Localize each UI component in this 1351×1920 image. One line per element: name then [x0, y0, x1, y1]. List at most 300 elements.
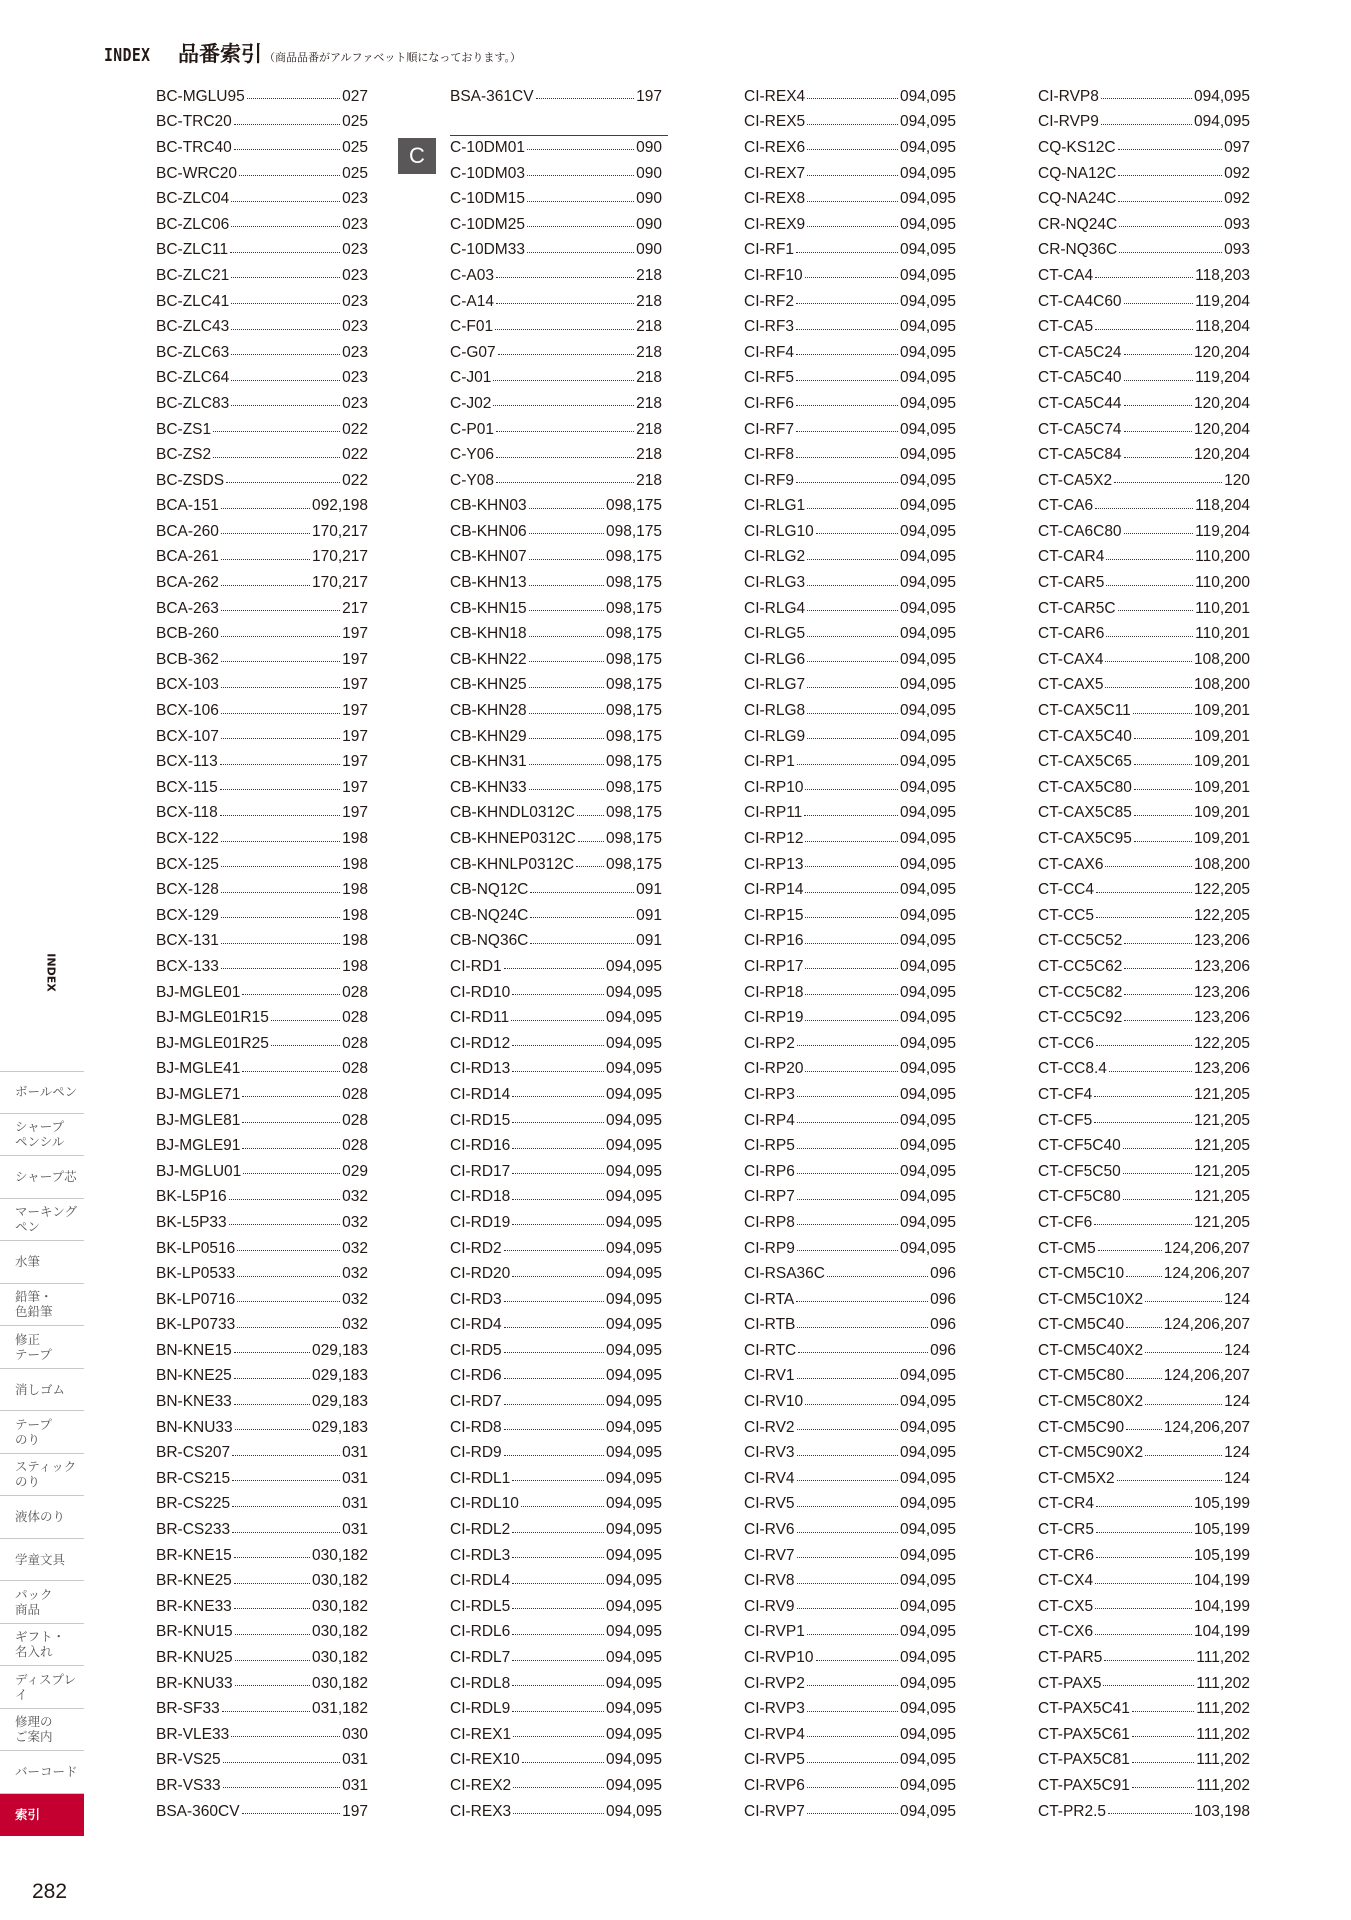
index-spacer — [450, 110, 662, 136]
index-entry — [744, 954, 956, 980]
leader-dots — [796, 457, 898, 458]
page-reference: 094,095 — [899, 1137, 956, 1155]
product-code: BCB-362 — [156, 650, 219, 668]
index-entry — [744, 238, 956, 264]
page-reference: 094,095 — [605, 1213, 662, 1231]
product-code: CT-PAX5C91 — [1038, 1776, 1130, 1794]
index-entry — [450, 161, 662, 187]
product-code: CR-NQ36C — [1038, 241, 1118, 259]
category-tab[interactable]: 水筆 — [0, 1241, 84, 1284]
product-code: CI-RV2 — [744, 1418, 795, 1436]
page-reference: 031 — [342, 1776, 368, 1794]
product-code: BR-CS207 — [156, 1444, 231, 1462]
product-code: CI-RVP8 — [1038, 87, 1099, 105]
leader-dots — [1095, 508, 1193, 509]
product-code: CT-CA6 — [1038, 497, 1094, 515]
leader-dots — [1124, 1020, 1192, 1021]
index-entry — [1038, 1031, 1250, 1057]
leader-dots — [529, 636, 604, 637]
leader-dots — [807, 508, 898, 509]
leader-dots — [796, 405, 898, 406]
page-reference: 023 — [342, 190, 368, 208]
index-entry — [156, 1389, 368, 1415]
index-entry — [1038, 954, 1250, 980]
leader-dots — [521, 1506, 604, 1507]
category-tab[interactable]: 索引 — [0, 1794, 84, 1837]
product-code: BCX-113 — [156, 753, 218, 771]
leader-dots — [797, 1480, 898, 1481]
product-code: CI-RP10 — [744, 778, 804, 796]
page-reference: 029,183 — [311, 1367, 368, 1385]
product-code: CT-CAX5 — [1038, 676, 1104, 694]
index-entry — [1038, 366, 1250, 392]
index-entry — [156, 1543, 368, 1569]
leader-dots — [221, 559, 310, 560]
product-code: BN-KNE25 — [156, 1367, 232, 1385]
index-entry — [1038, 724, 1250, 750]
page-reference: 029 — [342, 1162, 368, 1180]
page-reference: 094,095 — [1193, 87, 1250, 105]
product-code: CI-RP1 — [744, 753, 795, 771]
page-reference: 094,095 — [605, 1802, 662, 1820]
index-entry — [1038, 877, 1250, 903]
product-code: CB-KHNDL0312C — [450, 804, 575, 822]
leader-dots — [1118, 175, 1222, 176]
index-entry — [450, 1594, 662, 1620]
leader-dots — [231, 329, 340, 330]
leader-dots — [529, 789, 604, 790]
index-entry — [744, 545, 956, 571]
category-tab[interactable]: 修理の ご案内 — [0, 1709, 84, 1752]
leader-dots — [512, 1148, 604, 1149]
page-reference: 030 — [342, 1725, 368, 1743]
index-entry — [156, 698, 368, 724]
product-code: CT-CAR5C — [1038, 599, 1116, 617]
index-entry — [156, 724, 368, 750]
product-code: CT-CX6 — [1038, 1623, 1094, 1641]
category-tab[interactable]: 修正 テープ — [0, 1326, 84, 1369]
product-code: BCB-260 — [156, 625, 219, 643]
page-reference: 094,095 — [899, 420, 956, 438]
page-reference: 197 — [342, 753, 368, 771]
product-code: CI-RVP4 — [744, 1725, 805, 1743]
leader-dots — [232, 1532, 340, 1533]
leader-dots — [512, 1199, 604, 1200]
leader-dots — [1106, 585, 1193, 586]
index-entry — [1038, 1185, 1250, 1211]
index-entry — [1038, 1440, 1250, 1466]
page-reference: 022 — [342, 446, 368, 464]
page-reference: 028 — [342, 1085, 368, 1103]
index-entry — [744, 212, 956, 238]
index-entry — [1038, 673, 1250, 699]
leader-dots — [1134, 764, 1192, 765]
index-entry — [450, 1620, 662, 1646]
category-tab[interactable]: ギフト・ 名入れ — [0, 1624, 84, 1667]
product-code: CI-RD11 — [450, 1009, 510, 1027]
product-code: BJ-MGLE91 — [156, 1137, 241, 1155]
leader-dots — [1124, 457, 1192, 458]
page-reference: 094,095 — [899, 906, 956, 924]
leader-dots — [1094, 1224, 1192, 1225]
product-code: BCA-262 — [156, 574, 219, 592]
page-reference: 124 — [1224, 1341, 1250, 1359]
page-reference: 094,095 — [605, 1162, 662, 1180]
leader-dots — [1134, 841, 1192, 842]
leader-dots — [213, 457, 340, 458]
leader-dots — [1096, 1557, 1192, 1558]
product-code: BJ-MGLE01 — [156, 983, 241, 1001]
index-entry — [1038, 1645, 1250, 1671]
product-code: CI-REX3 — [450, 1802, 512, 1820]
page-reference: 104,199 — [1193, 1597, 1250, 1615]
leader-dots — [512, 1480, 604, 1481]
product-code: CT-CM5C40 — [1038, 1316, 1125, 1334]
leader-dots — [221, 508, 310, 509]
leader-dots — [797, 1583, 898, 1584]
product-code: CI-RLG5 — [744, 625, 806, 643]
product-code: CT-CM5C90 — [1038, 1418, 1125, 1436]
leader-dots — [512, 1276, 604, 1277]
leader-dots — [796, 380, 898, 381]
leader-dots — [242, 1071, 340, 1072]
leader-dots — [226, 482, 340, 483]
page-reference: 094,095 — [605, 1700, 662, 1718]
product-code: CI-RDL4 — [450, 1572, 511, 1590]
product-code: CI-RP9 — [744, 1239, 795, 1257]
page-reference: 119,204 — [1195, 522, 1250, 540]
page-reference: 109,201 — [1193, 727, 1250, 745]
index-entry — [1038, 1568, 1250, 1594]
category-tab[interactable]: ボールペン — [0, 1071, 84, 1114]
page-reference: 031 — [342, 1444, 368, 1462]
index-entry — [1038, 1799, 1250, 1825]
product-code: BC-MGLU95 — [156, 87, 245, 105]
page-reference: 094,095 — [899, 599, 956, 617]
product-code: BC-ZS2 — [156, 446, 212, 464]
index-entry — [744, 1568, 956, 1594]
leader-dots — [512, 1071, 604, 1072]
index-entry — [1038, 314, 1250, 340]
product-code: BC-ZLC21 — [156, 266, 230, 284]
product-code: BC-ZLC63 — [156, 343, 230, 361]
product-code: CT-CM5C10 — [1038, 1265, 1125, 1283]
leader-dots — [221, 968, 340, 969]
page-reference: 029,183 — [311, 1341, 368, 1359]
index-entry — [744, 1620, 956, 1646]
index-entry — [744, 1748, 956, 1774]
product-code: CT-PAX5C81 — [1038, 1751, 1130, 1769]
page-reference: 111,202 — [1196, 1776, 1250, 1794]
side-index-label: INDEX — [44, 953, 58, 992]
product-code: CT-CR5 — [1038, 1521, 1094, 1539]
page-reference: 218 — [636, 420, 662, 438]
page-reference: 170,217 — [311, 574, 368, 592]
page-reference: 029,183 — [311, 1393, 368, 1411]
leader-dots — [1096, 1045, 1192, 1046]
page-reference: 198 — [342, 881, 368, 899]
index-entry — [156, 340, 368, 366]
product-code: BCX-106 — [156, 702, 219, 720]
index-entry — [1038, 238, 1250, 264]
index-entry — [156, 442, 368, 468]
page-reference: 119,204 — [1195, 292, 1250, 310]
index-entry — [1038, 775, 1250, 801]
leader-dots — [232, 1455, 340, 1456]
leader-dots — [242, 1148, 340, 1149]
index-entry — [744, 1031, 956, 1057]
leader-dots — [1094, 1096, 1192, 1097]
product-code: CI-RP18 — [744, 983, 804, 1001]
product-code: CT-CX4 — [1038, 1572, 1094, 1590]
category-tab[interactable]: パック 商品 — [0, 1581, 84, 1624]
leader-dots — [1096, 892, 1192, 893]
product-code: C-A03 — [450, 266, 494, 284]
product-code: CT-CA5C44 — [1038, 394, 1122, 412]
index-entry — [450, 1210, 662, 1236]
page-reference: 094,095 — [1193, 113, 1250, 131]
page-reference: 031 — [342, 1521, 368, 1539]
leader-dots — [807, 585, 898, 586]
page-reference: 094,095 — [899, 1674, 956, 1692]
index-entry — [1038, 1492, 1250, 1518]
leader-dots — [1124, 431, 1192, 432]
product-code: CB-KHNEP0312C — [450, 830, 576, 848]
index-entry — [156, 929, 368, 955]
index-entry — [450, 826, 662, 852]
page-reference: 030,182 — [311, 1572, 368, 1590]
index-entry — [156, 1440, 368, 1466]
page-reference: 094,095 — [899, 1367, 956, 1385]
leader-dots — [1104, 1660, 1194, 1661]
product-code: CT-CM5C80 — [1038, 1367, 1125, 1385]
product-code: CI-RTA — [744, 1290, 795, 1308]
leader-dots — [221, 636, 340, 637]
index-entry — [744, 1133, 956, 1159]
leader-dots — [231, 405, 340, 406]
index-entry — [156, 289, 368, 315]
leader-dots — [807, 175, 898, 176]
page-reference: 124 — [1224, 1444, 1250, 1462]
index-entry — [1038, 1057, 1250, 1083]
page-reference: 094,095 — [899, 471, 956, 489]
product-code: CT-CAX5C11 — [1038, 702, 1131, 720]
leader-dots — [796, 329, 898, 330]
index-entry — [1038, 903, 1250, 929]
product-code: CT-CAX5C85 — [1038, 804, 1132, 822]
page-reference: 120 — [1224, 471, 1250, 489]
leader-dots — [234, 1378, 310, 1379]
page-reference: 110,200 — [1195, 548, 1250, 566]
category-tab[interactable]: シャープ芯 — [0, 1156, 84, 1199]
page-reference: 093 — [1224, 241, 1250, 259]
product-code: CI-RF7 — [744, 420, 794, 438]
product-code: CI-RDL1 — [450, 1469, 511, 1487]
index-entry — [744, 1261, 956, 1287]
index-entry — [1038, 545, 1250, 571]
page-reference: 031 — [342, 1495, 368, 1513]
index-entry — [156, 545, 368, 571]
index-entry — [156, 186, 368, 212]
leader-dots — [807, 149, 898, 150]
page-reference: 094,095 — [899, 625, 956, 643]
leader-dots — [512, 1173, 604, 1174]
leader-dots — [232, 1480, 340, 1481]
page-reference: 094,095 — [899, 1239, 956, 1257]
leader-dots — [504, 1378, 604, 1379]
index-entry — [1038, 1313, 1250, 1339]
product-code: CQ-NA24C — [1038, 190, 1117, 208]
page-reference: 094,095 — [899, 932, 956, 950]
index-entry — [744, 417, 956, 443]
product-code: CI-RP20 — [744, 1060, 804, 1078]
category-tab[interactable]: スティック のり — [0, 1454, 84, 1497]
index-entry — [450, 1517, 662, 1543]
leader-dots — [807, 713, 898, 714]
index-entry — [450, 929, 662, 955]
page-reference: 124 — [1224, 1290, 1250, 1308]
category-tab[interactable]: バーコード — [0, 1751, 84, 1794]
index-entry — [744, 1696, 956, 1722]
page-reference: 124,206,207 — [1163, 1239, 1250, 1257]
product-code: CT-CA4 — [1038, 266, 1094, 284]
category-tab[interactable]: テープ のり — [0, 1411, 84, 1454]
product-code: CI-RP6 — [744, 1162, 795, 1180]
page-reference: 094,095 — [899, 650, 956, 668]
page-reference: 093 — [1224, 215, 1250, 233]
page-reference: 103,198 — [1193, 1802, 1250, 1820]
leader-dots — [1098, 1250, 1162, 1251]
page-reference: 094,095 — [899, 138, 956, 156]
page-reference: 094,095 — [899, 1495, 956, 1513]
leader-dots — [797, 1173, 898, 1174]
product-code: BSA-361CV — [450, 87, 534, 105]
product-code: CI-RDL9 — [450, 1700, 511, 1718]
product-code: CI-RLG9 — [744, 727, 806, 745]
page-reference: 197 — [342, 702, 368, 720]
page-reference: 094,095 — [899, 343, 956, 361]
page-reference: 094,095 — [605, 957, 662, 975]
index-entry — [156, 1210, 368, 1236]
leader-dots — [271, 1020, 340, 1021]
leader-dots — [1109, 1071, 1192, 1072]
product-code: BR-CS215 — [156, 1469, 231, 1487]
index-entry — [744, 1492, 956, 1518]
leader-dots — [796, 431, 898, 432]
index-entry — [744, 519, 956, 545]
page-reference: 105,199 — [1193, 1521, 1250, 1539]
leader-dots — [221, 661, 340, 662]
leader-dots — [234, 1404, 310, 1405]
page-reference: 094,095 — [899, 522, 956, 540]
index-entry — [156, 1159, 368, 1185]
index-entry — [156, 1082, 368, 1108]
product-code: CT-CC5C92 — [1038, 1009, 1123, 1027]
index-entry — [744, 442, 956, 468]
leader-dots — [577, 815, 604, 816]
product-code: BR-KNU15 — [156, 1623, 233, 1641]
leader-dots — [1124, 354, 1192, 355]
page-header — [104, 38, 521, 64]
category-tab[interactable]: 消しゴム — [0, 1369, 84, 1412]
leader-dots — [229, 1224, 340, 1225]
product-code: CI-RD13 — [450, 1060, 511, 1078]
product-code: BK-LP0516 — [156, 1239, 236, 1257]
category-tabs — [0, 1071, 84, 1836]
leader-dots — [237, 1327, 340, 1328]
page-reference: 028 — [342, 1111, 368, 1129]
index-entry — [156, 494, 368, 520]
index-entry — [744, 596, 956, 622]
section-letter-badge: C — [398, 138, 436, 174]
product-code: BR-CS233 — [156, 1521, 231, 1539]
category-tab[interactable]: 液体のり — [0, 1496, 84, 1539]
page-reference: 094,095 — [605, 1521, 662, 1539]
product-code: CT-CAX5C80 — [1038, 778, 1132, 796]
product-code: CT-CM5 — [1038, 1239, 1096, 1257]
leader-dots — [805, 1071, 898, 1072]
page-reference: 023 — [342, 241, 368, 259]
leader-dots — [512, 1224, 604, 1225]
page-reference: 098,175 — [605, 830, 662, 848]
product-code: CT-CA4C60 — [1038, 292, 1122, 310]
page-reference: 094,095 — [899, 446, 956, 464]
leader-dots — [797, 1429, 898, 1430]
page-reference: 032 — [342, 1213, 368, 1231]
product-code: C-10DM03 — [450, 164, 525, 182]
category-tab[interactable]: 鉛筆・ 色鉛筆 — [0, 1284, 84, 1327]
page-reference: 094,095 — [899, 266, 956, 284]
product-code: CI-RD17 — [450, 1162, 511, 1180]
category-tab[interactable]: シャープ ペンシル — [0, 1114, 84, 1157]
index-entry — [450, 570, 662, 596]
leader-dots — [527, 201, 634, 202]
index-entry — [450, 852, 662, 878]
leader-dots — [1126, 1276, 1162, 1277]
category-tab[interactable]: 学童文具 — [0, 1539, 84, 1582]
leader-dots — [1133, 713, 1192, 714]
page-reference: 094,095 — [899, 1085, 956, 1103]
index-entry — [450, 494, 662, 520]
category-tab[interactable]: マーキング ペン — [0, 1199, 84, 1242]
product-code: BJ-MGLE71 — [156, 1085, 241, 1103]
index-entry — [156, 1287, 368, 1313]
index-entry — [156, 238, 368, 264]
product-code: BR-CS225 — [156, 1495, 231, 1513]
page-reference: 030,182 — [311, 1546, 368, 1564]
page-reference: 094,095 — [605, 1597, 662, 1615]
page-reference: 109,201 — [1193, 830, 1250, 848]
page-reference: 094,095 — [605, 1137, 662, 1155]
leader-dots — [237, 1250, 340, 1251]
product-code: CI-RF2 — [744, 292, 794, 310]
leader-dots — [807, 1736, 898, 1737]
product-code: CT-CM5X2 — [1038, 1469, 1115, 1487]
leader-dots — [827, 1276, 928, 1277]
product-code: BC-TRC20 — [156, 113, 232, 131]
leader-dots — [807, 559, 898, 560]
index-entry — [156, 417, 368, 443]
index-entry — [744, 366, 956, 392]
leader-dots — [807, 636, 898, 637]
category-tab[interactable]: ディスプレイ — [0, 1666, 84, 1709]
page-reference: 027 — [342, 87, 368, 105]
product-code: BR-VS33 — [156, 1776, 221, 1794]
page-reference: 090 — [636, 241, 662, 259]
leader-dots — [1124, 303, 1194, 304]
index-entry — [450, 1415, 662, 1441]
leader-dots — [529, 661, 604, 662]
